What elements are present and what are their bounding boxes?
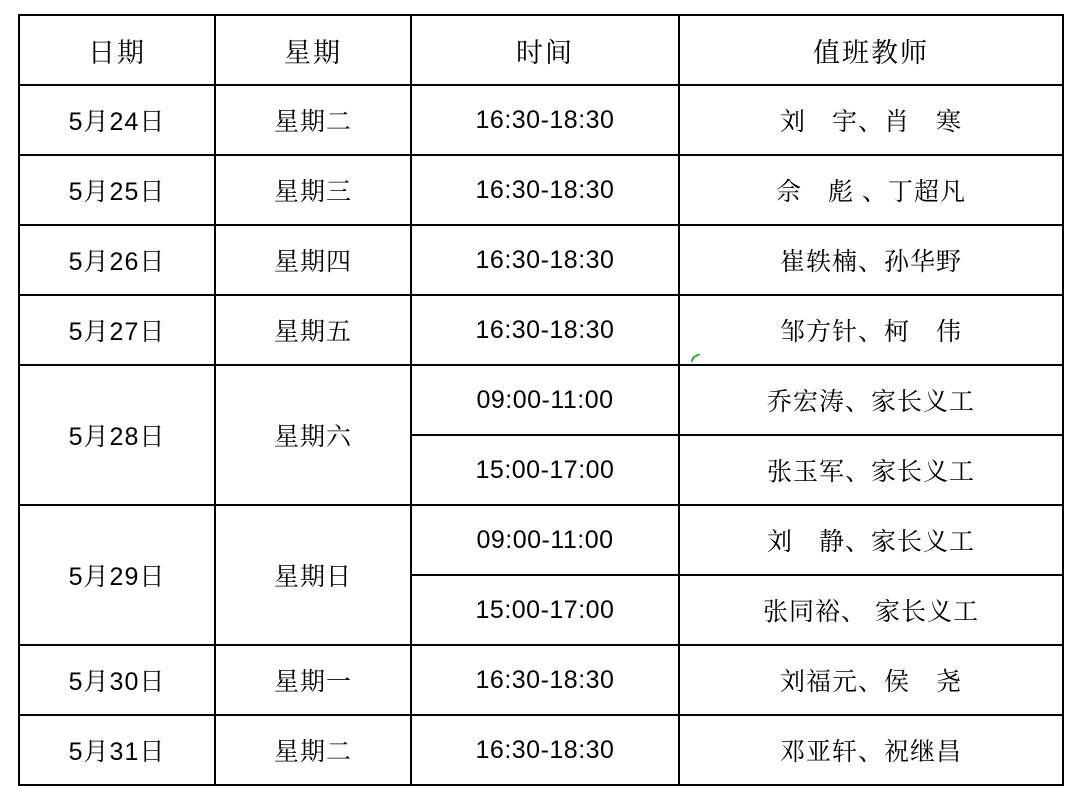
header-row xyxy=(19,15,1063,85)
column-header-date: 日期 xyxy=(19,15,215,85)
table-row xyxy=(19,505,1063,575)
cell-date: 5月25日 xyxy=(19,155,215,225)
cell-time: 16:30-18:30 xyxy=(411,225,679,295)
cell-time: 09:00-11:00 xyxy=(411,365,679,435)
table-row xyxy=(19,715,1063,785)
cell-date: 5月28日 xyxy=(19,365,215,505)
table-row xyxy=(19,85,1063,155)
cell-teacher: 邹方针、柯 伟 xyxy=(679,295,1063,365)
cell-weekday: 星期日 xyxy=(215,505,411,645)
duty-schedule-table xyxy=(18,14,1064,786)
cell-teacher: 刘 静、家长义工 xyxy=(679,505,1063,575)
cell-date: 5月24日 xyxy=(19,85,215,155)
cell-weekday: 星期三 xyxy=(215,155,411,225)
cell-time: 16:30-18:30 xyxy=(411,155,679,225)
column-header-time: 时间 xyxy=(411,15,679,85)
cell-teacher: 乔宏涛、家长义工 xyxy=(679,365,1063,435)
cell-time: 16:30-18:30 xyxy=(411,645,679,715)
cell-teacher: 邓亚轩、祝继昌 xyxy=(679,715,1063,785)
cell-time: 15:00-17:00 xyxy=(411,575,679,645)
cell-date: 5月30日 xyxy=(19,645,215,715)
cell-time: 16:30-18:30 xyxy=(411,295,679,365)
cell-weekday: 星期一 xyxy=(215,645,411,715)
table-row xyxy=(19,365,1063,435)
cell-teacher: 崔轶楠、孙华野 xyxy=(679,225,1063,295)
cell-date: 5月27日 xyxy=(19,295,215,365)
cell-weekday: 星期二 xyxy=(215,715,411,785)
cell-time: 15:00-17:00 xyxy=(411,435,679,505)
cell-date: 5月29日 xyxy=(19,505,215,645)
cell-weekday: 星期四 xyxy=(215,225,411,295)
cell-date: 5月31日 xyxy=(19,715,215,785)
cell-time: 16:30-18:30 xyxy=(411,85,679,155)
cell-date: 5月26日 xyxy=(19,225,215,295)
cell-teacher: 张同裕、 家长义工 xyxy=(679,575,1063,645)
table-row xyxy=(19,645,1063,715)
cell-teacher: 刘 宇、肖 寒 xyxy=(679,85,1063,155)
cell-time: 09:00-11:00 xyxy=(411,505,679,575)
cell-teacher: 刘福元、侯 尧 xyxy=(679,645,1063,715)
cell-weekday: 星期六 xyxy=(215,365,411,505)
table-row xyxy=(19,225,1063,295)
column-header-teacher: 值班教师 xyxy=(679,15,1063,85)
table-header xyxy=(19,15,1063,85)
cell-weekday: 星期五 xyxy=(215,295,411,365)
table-body xyxy=(19,85,1063,785)
table-row xyxy=(19,295,1063,365)
cell-time: 16:30-18:30 xyxy=(411,715,679,785)
cell-teacher: 佘 彪 、丁超凡 xyxy=(679,155,1063,225)
table-row xyxy=(19,155,1063,225)
column-header-weekday: 星期 xyxy=(215,15,411,85)
cell-weekday: 星期二 xyxy=(215,85,411,155)
cell-teacher: 张玉军、家长义工 xyxy=(679,435,1063,505)
